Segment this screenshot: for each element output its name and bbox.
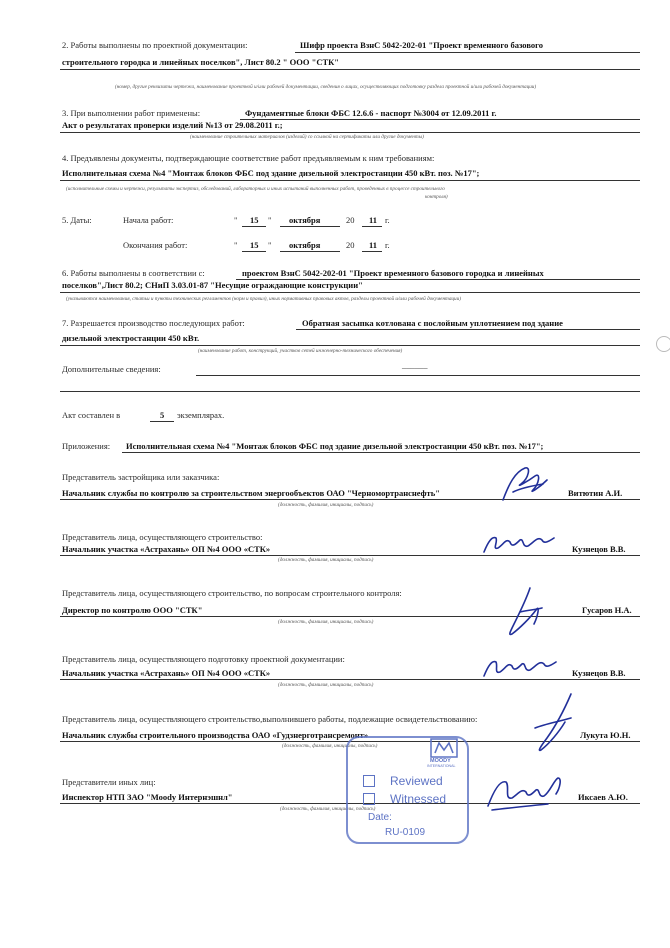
item4-label: 4. Предъявлены документы, подтверждающие соответствие работ предъявляемым к ним требованиям: — [62, 153, 435, 163]
item2-label: 2. Работы выполнены по проектной документации: — [62, 40, 248, 50]
item7-value-line2: дизельной электростанции 450 кВт. — [62, 333, 200, 343]
start-year-rule — [362, 226, 382, 227]
signature-name: Витютин А.И. — [568, 488, 623, 498]
item4-value: Исполнительная схема №4 "Монтаж блоков ФБС под здание дизельной электростанции 450 кВт. поз. №17"; — [62, 168, 480, 178]
end-year-rule — [362, 251, 382, 252]
signature-position: Начальник службы строительного производства ОАО «Гудзнерготрансремонт» — [62, 730, 369, 740]
start-day-rule — [242, 226, 266, 227]
signature-name: Гусаров Н.А. — [582, 605, 632, 615]
witnessed-label: Witnessed — [390, 792, 447, 806]
item2-rule2 — [60, 69, 640, 70]
reviewed-checkbox — [363, 775, 375, 787]
end-month: октября — [289, 240, 321, 250]
signature-rule — [60, 616, 640, 617]
copies-count: 5 — [160, 410, 165, 420]
copies-prefix: Акт составлен в — [62, 410, 121, 420]
copies-rule — [150, 421, 174, 422]
item5-label: 5. Даты: — [62, 215, 92, 225]
signature-name: Лукута Ю.Н. — [580, 730, 631, 740]
item7-rule2 — [60, 345, 640, 346]
end-date-quote-close: " — [268, 240, 272, 250]
signature-name: Кузнецов В.В. — [572, 544, 626, 554]
item3-rule2 — [60, 132, 640, 133]
signature-position: Начальник участка «Астрахань» ОП №4 ООО «СТК» — [62, 544, 271, 554]
extra-label: Дополнительные сведения: — [62, 364, 161, 374]
item4-rule — [60, 180, 640, 181]
signature-scribble-6 — [478, 770, 568, 820]
extra-value: ______ — [402, 360, 428, 370]
end-day: 15 — [250, 240, 259, 250]
stamp-code: RU-0109 — [385, 827, 426, 838]
item4-hint-line1: (исполнительные схемы и чертежи, результаты экспертиз, обследований, лабораторных и иных испытаний выполненных работ, проведенных в процессе строительного — [66, 186, 445, 192]
signature-hint: (должность, фамилия, инициалы, подпись) — [282, 743, 378, 749]
signature-hint: (должность, фамилия, инициалы, подпись) — [278, 502, 374, 508]
end-year-suffix: г. — [385, 240, 390, 250]
item6-value-line1: проектом ВзнС 5042-202-01 "Проект временного базового городка и линейных — [242, 268, 544, 278]
signature-title: Представители иных лиц: — [62, 777, 156, 787]
signature-scribble-3 — [500, 582, 548, 642]
item2-value-line2: строительного городка и линейных поселков", Лист 80.2 " ООО "СТК" — [62, 57, 340, 67]
item7-value-line1: Обратная засыпка котлована с послойным уплотнением под здание — [302, 318, 563, 328]
item2-rule1 — [295, 52, 640, 53]
signature-position: Начальник службы по контролю за строительством энергообъектов ОАО "Черномортранснефть" — [62, 488, 440, 498]
start-date-quote-close: " — [268, 215, 272, 225]
signature-scribble-5 — [525, 688, 580, 758]
item3-value-line2: Акт о результатах проверки изделий №13 от 29.08.2011 г.; — [62, 120, 283, 130]
appendix-label: Приложения: — [62, 441, 111, 451]
signature-name: Кузнецов В.В. — [572, 668, 626, 678]
item3-hint: (наименование строительных материалов (изделий) со ссылкой на сертификаты или другие документы) — [190, 134, 424, 140]
signature-title: Представитель лица, осуществляющего строительство: — [62, 532, 263, 542]
signature-hint: (должность, фамилия, инициалы, подпись) — [280, 806, 376, 812]
signature-title: Представитель лица, осуществляющего подготовку проектной документации: — [62, 654, 345, 664]
reviewed-label: Reviewed — [390, 774, 443, 788]
inspection-stamp — [345, 735, 470, 845]
signature-position: Начальник участка «Астрахань» ОП №4 ООО «СТК» — [62, 668, 271, 678]
signature-title: Представитель лица, осуществляющего строительство,выполнившего работы, подлежащие освидетельствованию: — [62, 714, 478, 724]
end-year: 11 — [369, 240, 378, 250]
item6-value-line2: поселков",Лист 80.2; СНиП 3.03.01-87 "Несущие ограждающие конструкции" — [62, 280, 363, 290]
appendix-rule — [122, 452, 640, 453]
signature-scribble-1 — [495, 462, 555, 507]
start-year: 11 — [369, 215, 378, 225]
item6-hint: (указываются наименования, статьи и пункты технических регламентов (норм и правил), иных нормативных правовых актов, разделы проектной и/или рабочей документации) — [66, 296, 461, 302]
signature-hint: (должность, фамилия, инициалы, подпись) — [278, 619, 374, 625]
end-year-prefix: 20 — [346, 240, 355, 250]
end-date-quote: " — [234, 240, 238, 250]
item3-rule1 — [240, 119, 640, 120]
item7-hint: (наименование работ, конструкций, участков сетей инженерно-технического обеспечения) — [198, 348, 403, 354]
signature-scribble-4 — [478, 652, 558, 686]
item2-value-line1: Шифр проекта ВзнС 5042-202-01 "Проект временного базового — [300, 40, 544, 50]
moody-logo — [427, 737, 461, 771]
item6-label: 6. Работы выполнены в соответствии с: — [62, 268, 205, 278]
item3-label: 3. При выполнении работ применены: — [62, 108, 201, 118]
scan-punch-hole — [656, 336, 670, 352]
start-month: октября — [289, 215, 321, 225]
item2-hint: (номер, другие реквизиты чертежа, наименование проектной и/или рабочей документации, сведения о лицах, осуществляющих подготовку раздела проектной и/или рабочей документации) — [115, 84, 537, 90]
signature-scribble-2 — [478, 530, 558, 560]
appendix-value: Исполнительная схема №4 "Монтаж блоков ФБС под здание дизельной электростанции 450 кВт. поз. №17"; — [126, 441, 544, 451]
item7-rule1 — [296, 329, 640, 330]
item7-label: 7. Разрешается производство последующих работ: — [62, 318, 245, 328]
copies-suffix: экземплярах. — [177, 410, 225, 420]
start-date-label: Начала работ: — [123, 215, 174, 225]
logo-line2: INTERNATIONAL — [427, 764, 456, 768]
signature-name: Иксаев А.Ю. — [578, 792, 628, 802]
witnessed-checkbox — [363, 793, 375, 805]
signature-title: Представитель застройщика или заказчика: — [62, 472, 220, 482]
start-month-rule — [280, 226, 340, 227]
start-year-suffix: г. — [385, 215, 390, 225]
start-date-quote: " — [234, 215, 238, 225]
start-day: 15 — [250, 215, 259, 225]
item3-value-line1: Фундаментные блоки ФБС 12.6.6 - паспорт №3004 от 12.09.2011 г. — [245, 108, 497, 118]
signature-position: Инспектор НТП ЗАО "Моody Интернэшнл" — [62, 792, 233, 802]
signature-position: Директор по контролю ООО "СТК" — [62, 605, 203, 615]
item4-hint-line2: контроля) — [425, 194, 448, 200]
signature-hint: (должность, фамилия, инициалы, подпись) — [278, 557, 374, 563]
logo-line1: MOODY — [430, 758, 451, 764]
signature-hint: (должность, фамилия, инициалы, подпись) — [278, 682, 374, 688]
end-day-rule — [242, 251, 266, 252]
extra-rule1 — [196, 375, 640, 376]
end-month-rule — [280, 251, 340, 252]
signature-title: Представитель лица, осуществляющего строительство, по вопросам строительного контроля: — [62, 588, 402, 598]
start-year-prefix: 20 — [346, 215, 355, 225]
extra-rule2 — [60, 391, 640, 392]
date-label: Date: — [368, 812, 392, 823]
end-date-label: Окончания работ: — [123, 240, 188, 250]
item6-rule2 — [60, 292, 640, 293]
